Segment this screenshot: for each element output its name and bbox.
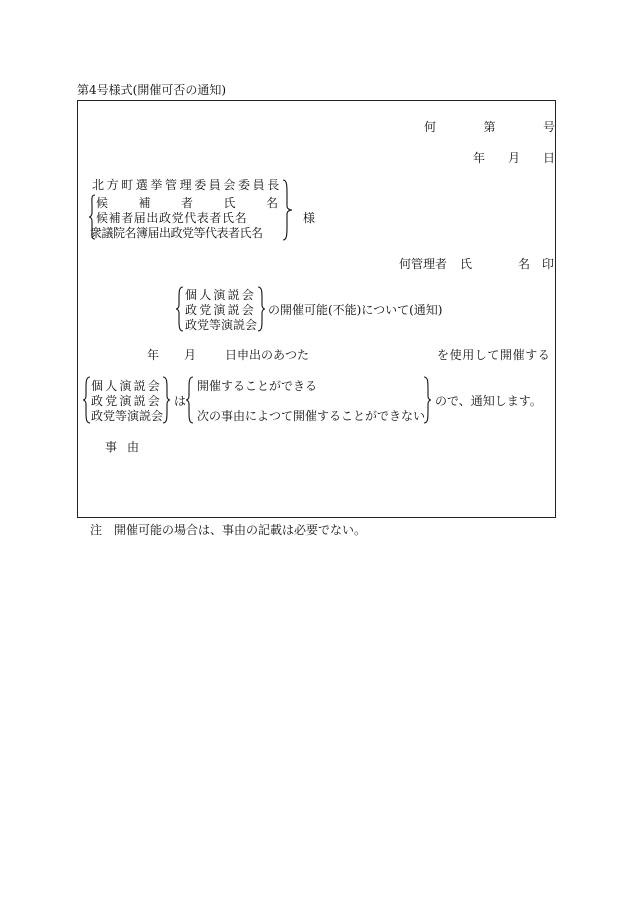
- subject-left-brace: [176, 287, 184, 331]
- subject-text: の開催可能(不能)について(通知): [268, 303, 443, 317]
- addressee-chairman: [92, 178, 282, 192]
- decision-tail: ので、通知します。: [435, 394, 542, 408]
- decision-options-left-brace: [186, 377, 194, 423]
- subject-right-brace: [258, 287, 266, 331]
- reason-label-yu: 由: [127, 440, 140, 454]
- addressee-line2-char: 候: [96, 196, 109, 210]
- decision-option-possible: 開催することができる: [197, 379, 318, 393]
- document-number: [424, 121, 555, 133]
- addressee-candidate-name: [96, 197, 278, 209]
- doc-number-prefix: 何: [424, 120, 437, 134]
- decision-left-brace: [83, 377, 91, 423]
- decision-mid-right-brace: [163, 377, 171, 423]
- addressee-line2-char: 補: [138, 196, 151, 210]
- subject-item-seito: 政党演説会: [185, 303, 257, 317]
- sender-name-mei: 名: [518, 257, 531, 271]
- application-tail: を使用して開催する: [437, 348, 551, 362]
- subject-item-seitoto: 政党等演説会: [185, 318, 258, 332]
- decision-particle: は: [174, 394, 187, 408]
- addressee-line1: 北方町選挙管理委員会委員長: [92, 178, 282, 192]
- decision-options-right-brace: [424, 377, 432, 423]
- subject-item-kojin: 個人演説会: [185, 288, 257, 302]
- sender-name-shi: 氏: [460, 257, 473, 271]
- addressee-line2-char: 名: [265, 196, 278, 210]
- footnote: 注 開催可能の場合は、事由の記載は必要でない。: [90, 523, 367, 537]
- decision-item-seito: 政党演説会: [91, 394, 163, 408]
- decision-item-seitoto: 政党等演説会: [91, 409, 164, 423]
- honorific-sama: 様: [303, 211, 316, 225]
- application-year: 年: [147, 348, 160, 362]
- doc-number-go: 号: [542, 120, 555, 134]
- addressee-right-brace: [283, 180, 293, 240]
- addressee-list-party-rep: 衆議院名簿届出政党等代表者氏名: [90, 226, 263, 240]
- reason-label-ji: 事: [105, 440, 118, 454]
- decision-option-impossible: 次の事由によつて開催することができない: [197, 409, 426, 423]
- date-day: 日: [542, 151, 555, 165]
- decision-item-kojin: 個人演説会: [91, 379, 163, 393]
- form-title: 第4号様式(開催可否の通知): [77, 83, 226, 97]
- issue-date: [473, 152, 555, 164]
- doc-number-dai: 第: [483, 120, 496, 134]
- addressee-line2-char: 氏: [223, 196, 236, 210]
- addressee-party-rep: 候補者届出政党代表者氏名: [96, 211, 248, 225]
- date-year: 年: [473, 151, 486, 165]
- date-month: 月: [507, 151, 520, 165]
- application-day-text: 日申出のあつた: [225, 348, 310, 362]
- sender-manager: 何管理者: [399, 257, 448, 271]
- addressee-line2-char: 者: [180, 196, 193, 210]
- application-month: 月: [184, 348, 197, 362]
- sender-seal: 印: [542, 257, 555, 271]
